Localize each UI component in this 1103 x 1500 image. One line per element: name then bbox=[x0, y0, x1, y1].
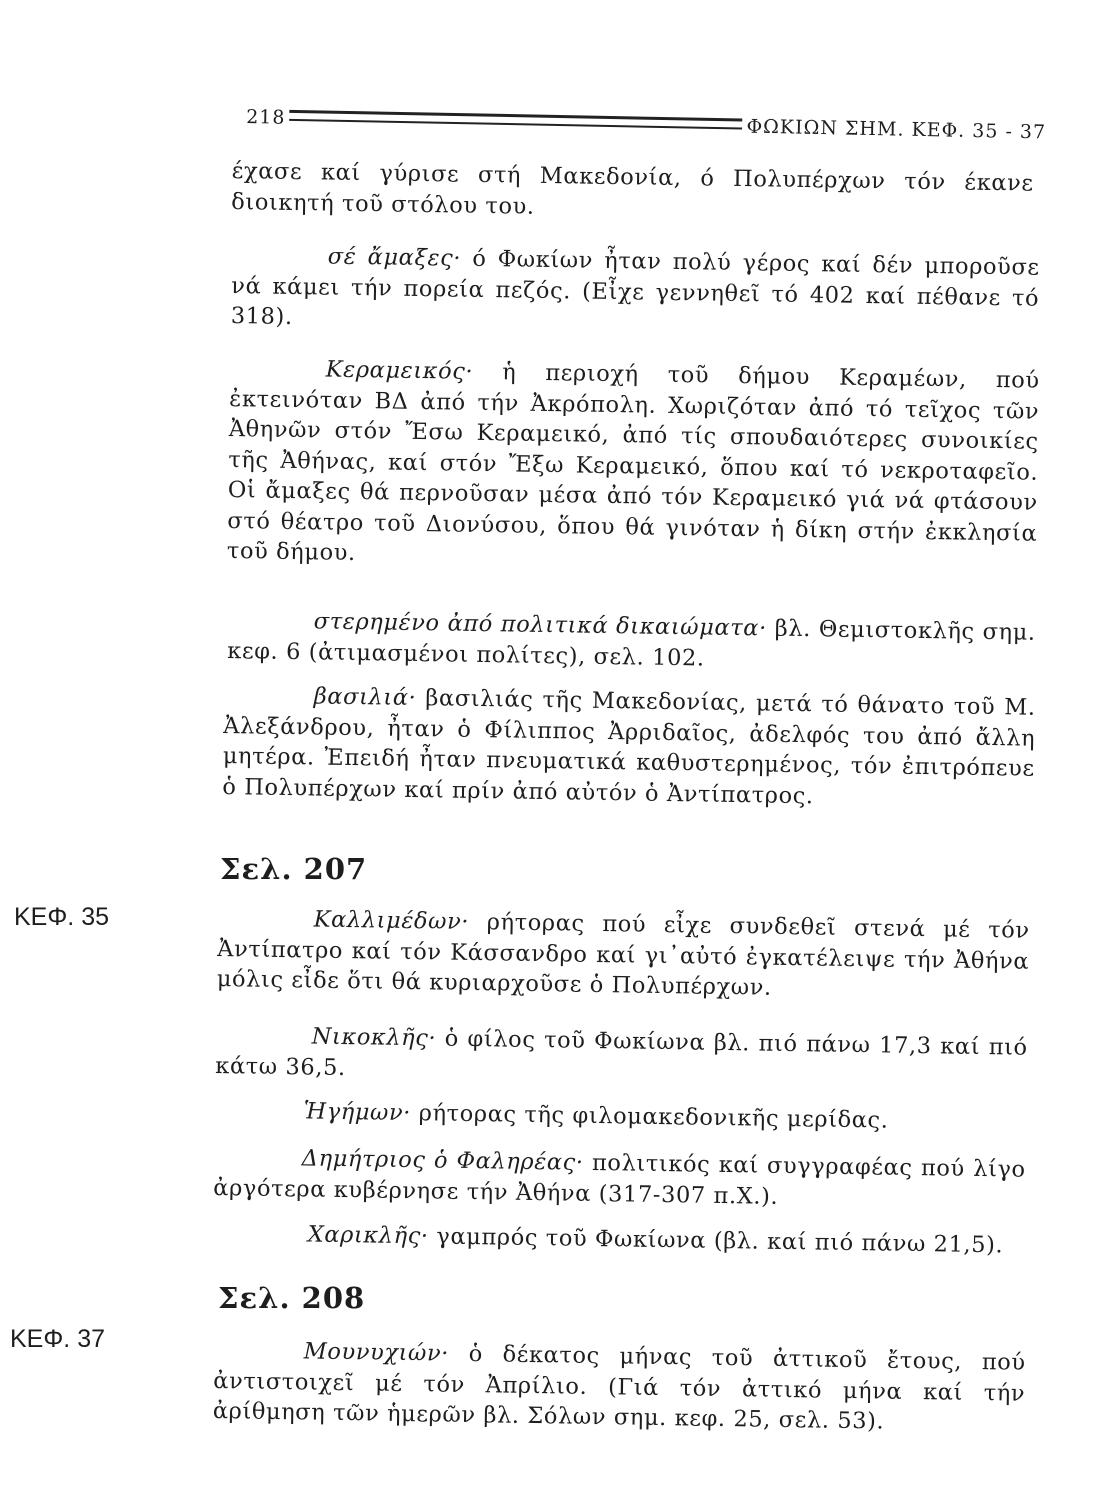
note-term: Νικοκλῆς· bbox=[311, 1023, 437, 1052]
note-mounychion: Μουνυχιών· ὁ δέκατος μήνας τοῦ ἀττικοῦ ἔτους, πού ἀντιστοιχεῖ μέ τόν Ἀπρίλιο. (Γιά τόν ἀττικό μήνα καί τήν ἀρίθμηση τῶν ἡμερῶν βλ. Σόλων σημ. κεφ. 25, σελ. 53). bbox=[212, 1338, 1026, 1435]
note-charikles: Χαρικλῆς· γαμπρός τοῦ Φωκίωνα (βλ. καί πιό πάνω 21,5). bbox=[307, 1221, 1004, 1259]
running-header bbox=[246, 88, 1047, 143]
note-demetrios: Δημήτριος ὁ Φαληρέας· πολιτικός καί συγγραφέας πού λίγο ἀργότερα κυβέρνησε τήν Ἀθήνα (317-307 π.Χ.). bbox=[213, 1145, 1026, 1210]
note-term: στερημένο ἀπό πολιτικά δικαιώματα· bbox=[313, 608, 768, 642]
note-term: Χαρικλῆς· bbox=[307, 1221, 429, 1250]
note-stirimeno: στερημένο ἀπό πολιτικά δικαιώματα· βλ. Θεμιστοκλῆς σημ. κεφ. 6 (ἀτιμασμένοι πολίτες), σελ. 102. bbox=[227, 608, 1036, 671]
note-kallimedon: Καλλιμέδων· ρήτορας πού εἶχε συνδεθεῖ στενά μέ τόν Ἀντίπατρο καί τόν Κάσσανδρο καί γι᾿αὐτό ἐγκατέλειψε τήν Ἀθήνα μόλις εἶδε ὅτι θά κυριαρχοῦσε ὁ Πολυπέρχων. bbox=[216, 906, 1030, 1001]
note-term: Μουνυχιών· bbox=[303, 1338, 450, 1367]
note-term: Κεραμεικός· bbox=[325, 356, 474, 385]
header-rule bbox=[289, 110, 742, 130]
note-term: Δημήτριος ὁ Φαληρέας· bbox=[301, 1145, 584, 1176]
note-term: Καλλιμέδων· bbox=[313, 906, 470, 935]
note-vasilia: βασιλιά· βασιλιάς τῆς Μακεδονίας, μετά τό θάνατο τοῦ Μ. Ἀλεξάνδρου, ἦταν ὁ Φίλιππος Ἀρριδαῖος, ἀδελφός του ἀπό ἄλλη μητέρα. Ἐπειδή ἦταν πνευματικά καθυστερημένος, τόν ἐπιτρόπευε ὁ Πολυπέρχων καί πρίν ἀπό αὐτόν ὁ Ἀντίπατρος. bbox=[222, 683, 1036, 809]
running-title: ΦΩΚΙΩΝ ΣΗΜ. ΚΕΦ. 35 - 37 bbox=[746, 115, 1047, 144]
note-amaxes: σέ ἄμαξες· ό Φωκίων ἦταν πολύ γέρος καί δέν μποροῦσε νά κάμει τήν πορεία πεζός. (Εἶχε γεννηθεῖ τό 402 καί πέθανε τό 318). bbox=[230, 243, 1040, 330]
note-term: Ἡγήμων· bbox=[303, 1098, 412, 1127]
paragraph-continuation: έχασε καί γύρισε στή Μακεδονία, ό Πολυπέρχων τόν έκανε διοικητή τοῦ στόλου του. bbox=[231, 157, 1034, 220]
note-term: βασιλιά· bbox=[313, 683, 417, 712]
note-kerameikos: Κεραμεικός· ἡ περιοχή τοῦ δήμου Κεραμέων, πού ἐκτεινόταν ΒΔ ἀπό τήν Ἀκρόπολη. Χωριζόταν ἀπό τό τεῖχος τῶν Ἀθηνῶν στόν Ἔσω Κεραμεικό, ἀπό τίς σπουδαιότερες συνοικίες τῆς Ἀθήνας, καί στόν Ἔξω Κεραμεικό, ὅπου καί τό νεκροταφεῖο. Οἱ ἄμαξες θά περνοῦσαν μέσα ἀπό τόν Κεραμεικό γιά νά φτάσουν στό θέατρο τοῦ Διονύσου, ὅπου θά γινόταν ἡ δίκη στήν ἐκκλησία τοῦ δήμου. bbox=[226, 356, 1040, 566]
section-heading-208: Σελ. 208 bbox=[218, 1281, 366, 1315]
margin-chapter-37: ΚΕΦ. 37 bbox=[10, 1325, 105, 1353]
margin-chapter-35: ΚΕΦ. 35 bbox=[14, 903, 109, 931]
note-term: σέ ἄμαξες· bbox=[327, 243, 462, 272]
note-hegemon: Ἡγήμων· ρήτορας τῆς φιλομακεδονικῆς μερίδας. bbox=[303, 1098, 889, 1134]
page-number: 218 bbox=[246, 106, 286, 129]
section-heading-207: Σελ. 207 bbox=[220, 852, 368, 886]
note-nikokles: Νικοκλῆς· ὁ φίλος τοῦ Φωκίωνα βλ. πιό πάνω 17,3 καί πιό κάτω 36,5. bbox=[215, 1023, 1028, 1081]
